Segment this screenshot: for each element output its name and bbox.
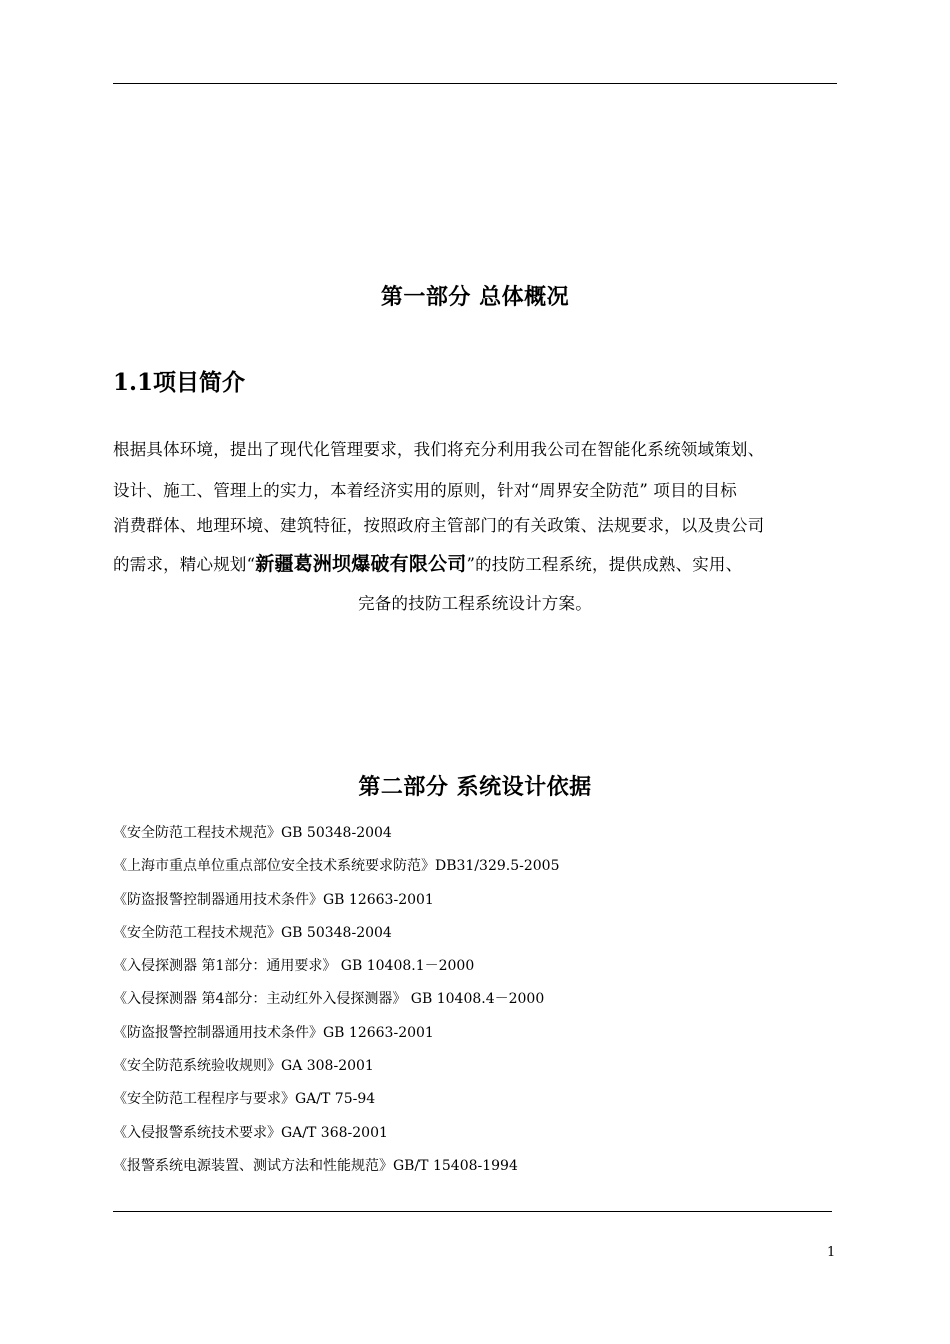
header-rule <box>113 83 837 84</box>
page-number: 1 <box>827 1245 836 1260</box>
company-name: 新疆葛洲坝爆破有限公司 <box>255 553 467 575</box>
reference-item: 《安全防范工程技术规范》GB 50348-2004 <box>113 825 392 841</box>
paragraph-line: 消费群体、地理环境、建筑特征，按照政府主管部门的有关政策、法规要求，以及贵公司 <box>113 516 765 535</box>
paragraph-line: 根据具体环境，提出了现代化管理要求，我们将充分利用我公司在智能化系统领域策划、 <box>113 440 765 459</box>
reference-item: 《报警系统电源装置、测试方法和性能规范》GB/T 15408-1994 <box>113 1157 518 1174</box>
reference-item: 《安全防范系统验收规则》GA 308-2001 <box>113 1058 374 1075</box>
section-1-1-title: 1.1项目简介 <box>113 369 246 396</box>
paragraph-line: 完备的技防工程系统设计方案。 <box>358 594 592 613</box>
reference-list <box>113 823 559 1189</box>
reference-item: 《防盗报警控制器通用技术条件》GB 12663-2001 <box>113 1024 434 1041</box>
part2-title: 第二部分 系统设计依据 <box>358 774 592 800</box>
reference-item: 《防盗报警控制器通用技术条件》GB 12663-2001 <box>113 891 434 908</box>
paragraph-line <box>113 554 838 575</box>
paragraph-text: 的需求，精心规划“ <box>113 555 256 574</box>
reference-item: 《上海市重点单位重点部位安全技术系统要求防范》DB31/329.5-2005 <box>113 858 560 875</box>
footer-rule <box>113 1211 832 1212</box>
reference-item: 《入侵探测器 第1部分：通用要求》 GB 10408.1－2000 <box>113 958 475 975</box>
part1-title: 第一部分 总体概况 <box>380 284 570 310</box>
paragraph-text: ”的技防工程系统，提供成熟、实用、 <box>466 555 743 574</box>
reference-item: 《安全防范工程技术规范》GB 50348-2004 <box>113 924 392 941</box>
reference-item: 《入侵报警系统技术要求》GA/T 368-2001 <box>113 1124 388 1141</box>
reference-item: 《安全防范工程程序与要求》GA/T 75-94 <box>113 1091 376 1108</box>
reference-item: 《入侵探测器 第4部分：主动红外入侵探测器》 GB 10408.4－2000 <box>113 991 545 1008</box>
paragraph-line: 设计、施工、管理上的实力，本着经济实用的原则，针对“周界安全防范” 项目的目标 <box>113 481 737 500</box>
